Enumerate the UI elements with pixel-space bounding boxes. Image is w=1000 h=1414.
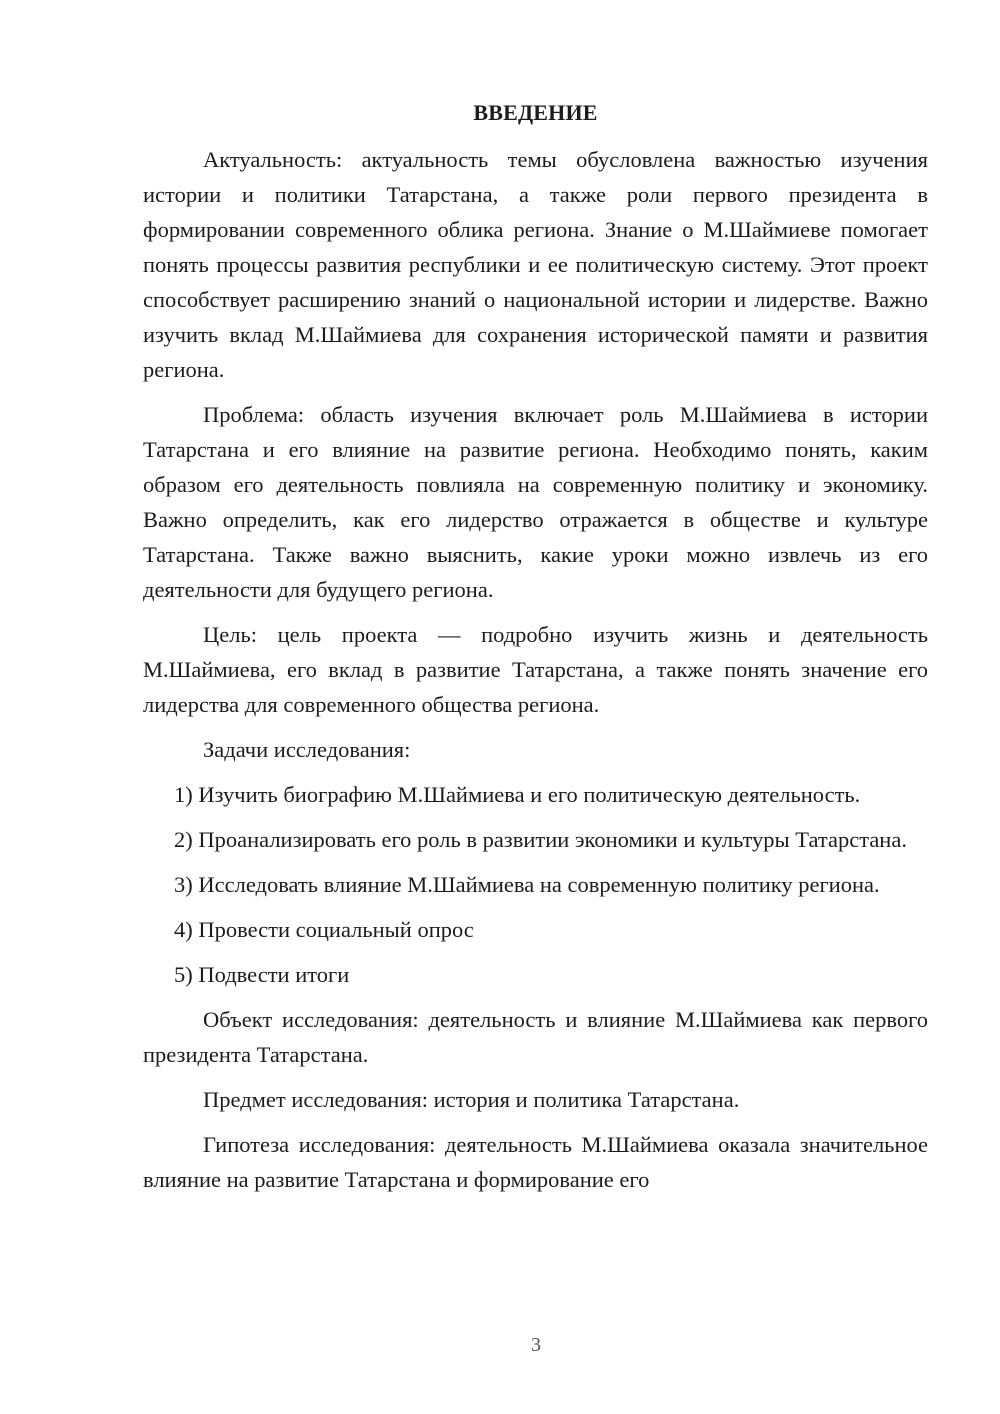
paragraph-problem: Проблема: область изучения включает роль М.Шаймиева в истории Татарстана и его влияние на развитие региона. Необходимо понять, каким образом его деятельность повлияла на современную политику и экономику. Важно определить, как его лидерство отражается в обществе и культуре Татарстана. Также важно выяснить, какие уроки можно извлечь из его деятельности для будущего региона. <box>143 402 928 602</box>
task-item-4: 4) Провести социальный опрос <box>174 917 474 942</box>
paragraph-hypothesis: Гипотеза исследования: деятельность М.Шаймиева оказала значительное влияние на развитие Татарстана и формирование его <box>143 1132 928 1192</box>
page-title: ВВЕДЕНИЕ <box>473 100 598 125</box>
paragraph-object: Объект исследования: деятельность и влияние М.Шаймиева как первого президента Татарстана. <box>143 1007 928 1067</box>
task-item-5: 5) Подвести итоги <box>174 962 350 987</box>
paragraph-relevance: Актуальность: актуальность темы обусловлена важностью изучения истории и политики Татарстана, а также роли первого президента в формировании современного облика региона. Знание о М.Шаймиеве помогает понять процессы развития республики и ее политическую систему. Этот проект способствует расширению знаний о национальной истории и лидерстве. Важно изучить вклад М.Шаймиева для сохранения исторической памяти и развития региона. <box>143 147 928 382</box>
paragraph-goal: Цель: цель проекта — подробно изучить жизнь и деятельность М.Шаймиева, его вклад в развитие Татарстана, а также понять значение его лидерства для современного общества региона. <box>143 622 928 717</box>
task-item-2: 2) Проанализировать его роль в развитии экономики и культуры Татарстана. <box>174 827 907 852</box>
page-number: 3 <box>531 1334 541 1356</box>
task-item-1: 1) Изучить биографию М.Шаймиева и его политическую деятельность. <box>174 782 861 807</box>
document-body <box>143 95 928 1207</box>
paragraph-tasks-heading: Задачи исследования: <box>203 737 411 762</box>
paragraph-subject: Предмет исследования: история и политика Татарстана. <box>203 1087 740 1112</box>
task-item-3: 3) Исследовать влияние М.Шаймиева на современную политику региона. <box>174 872 880 897</box>
